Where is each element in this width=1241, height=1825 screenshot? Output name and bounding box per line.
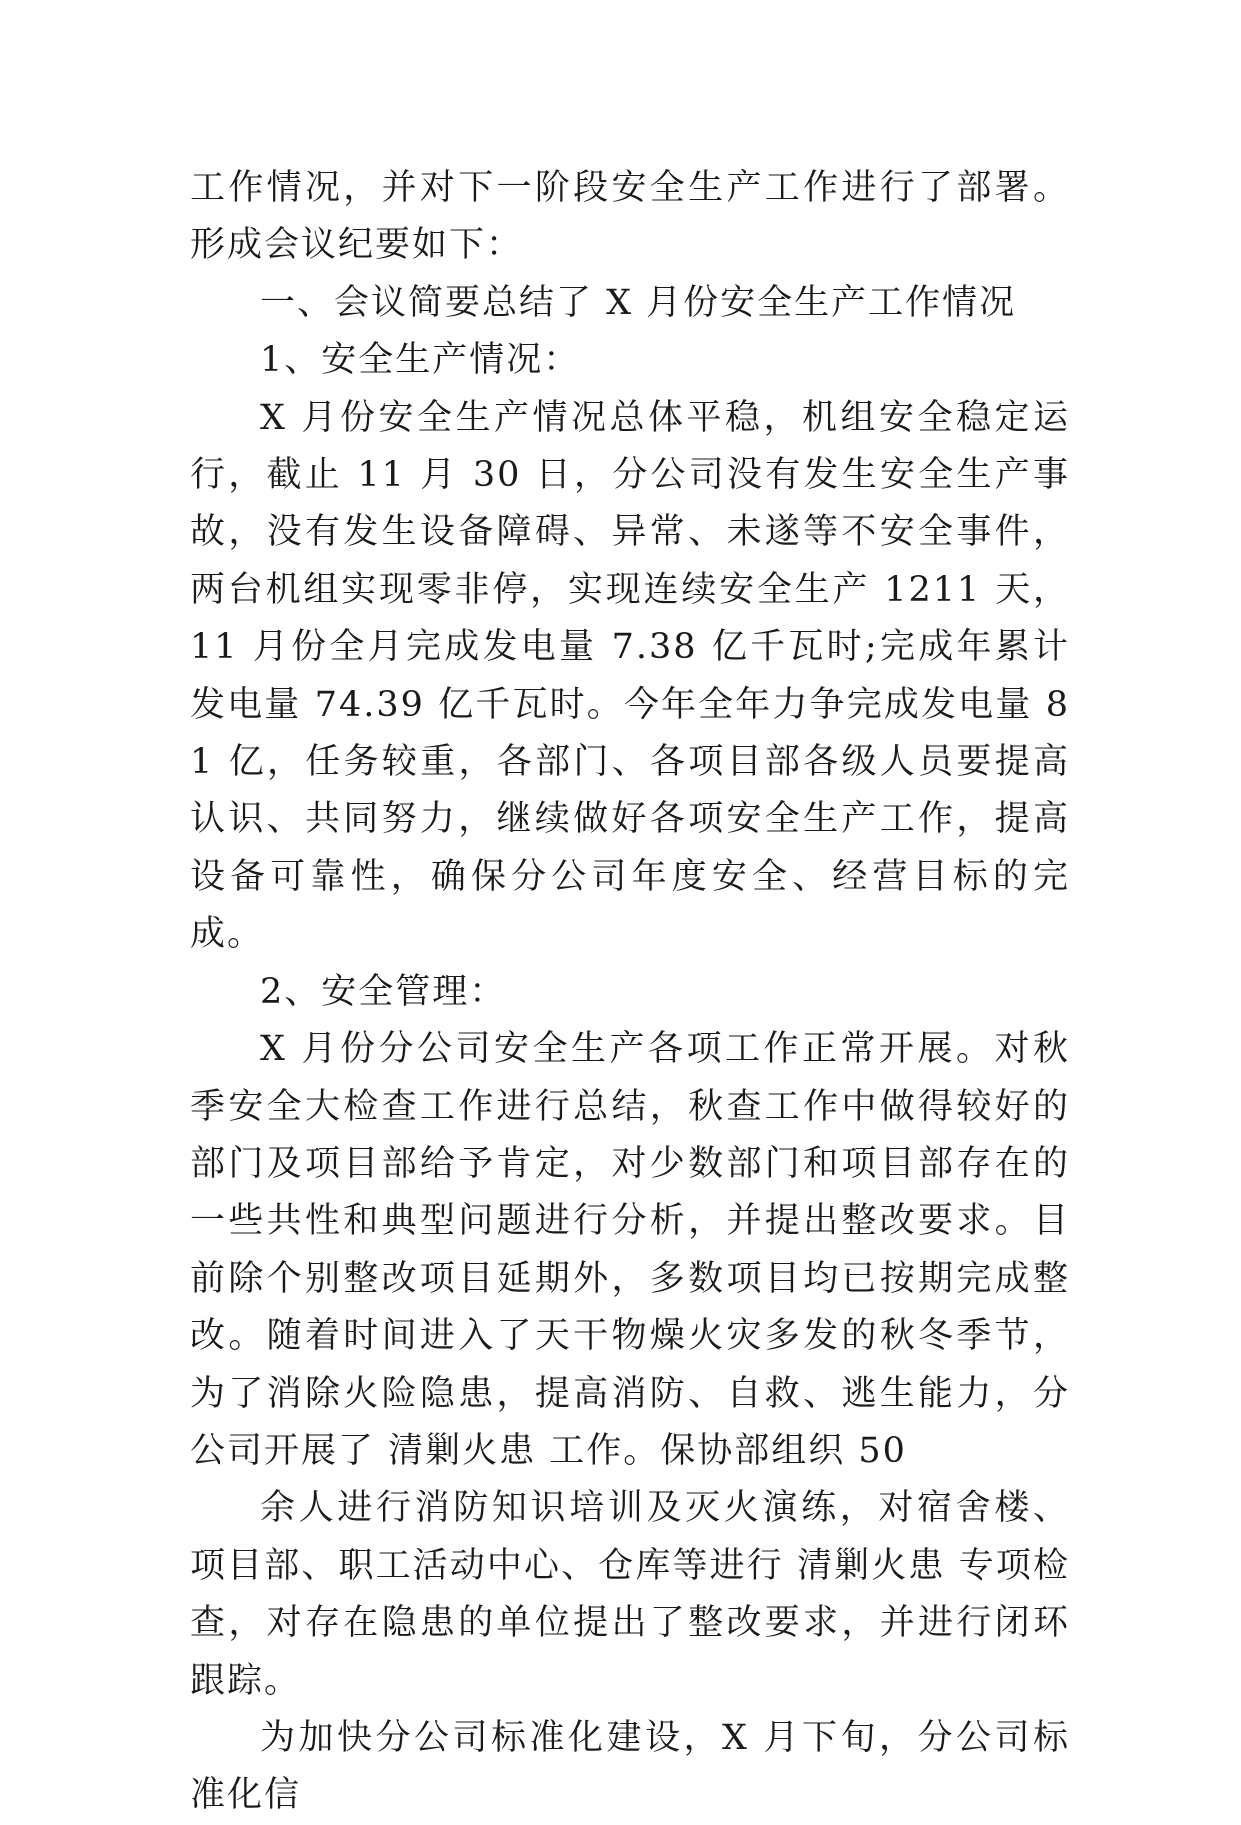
subheading-safety-production: 1、安全生产情况：	[260, 340, 581, 381]
paragraph-fire-training: 余人进行消防知识培训及灭火演练，对宿舍楼、项目部、职工活动中心、仓库等进行 清剿火患 专项检查，对存在隐患的单位提出了整改要求，并进行闭环跟踪。	[190, 1488, 1070, 1701]
paragraph-meeting-intro: 工作情况，并对下一阶段安全生产工作进行了部署。形成会议纪要如下：	[190, 168, 1070, 266]
paragraph-standardization: 为加快分公司标准化建设，X 月下旬，分公司标准化信	[190, 1717, 1070, 1816]
subheading-safety-management: 2、安全管理：	[260, 971, 507, 1012]
paragraph-safety-management: X 月份分公司安全生产各项工作正常开展。对秋季安全大检查工作进行总结，秋查工作中做得较好的部门及项目部给予肯定，对少数部门和项目部存在的一些共性和典型问题进行分析，并提出整改要求。目前除个别整改项目延期外，多数项目均已按期完成整改。随着时间进入了天干物燥火灾多发的秋冬季节，为了消除火险隐患，提高消防、自救、逃生能力，分公司开展了 清剿火患 工作。保协部组织 50	[190, 1029, 1070, 1471]
document-body	[190, 160, 1070, 1825]
paragraph-safety-production: X 月份安全生产情况总体平稳，机组安全稳定运行，截止 11 月 30 日，分公司没有发生安全生产事故，没有发生设备障碍、异常、未遂等不安全事件，两台机组实现零非停，实现连续安全生产 1211 天，11 月份全月完成发电量 7.38 亿千瓦时;完成年累计发电量 74.39 亿千瓦时。今年全年力争完成发电量 81 亿，任务较重，各部门、各项目部各级人员要提高认识、共同努力，继续做好各项安全生产工作，提高设备可靠性，确保分公司年度安全、经营目标的完成。	[190, 397, 1070, 955]
section-heading-1: 一、会议简要总结了 X 月份安全生产工作情况	[260, 282, 1017, 323]
